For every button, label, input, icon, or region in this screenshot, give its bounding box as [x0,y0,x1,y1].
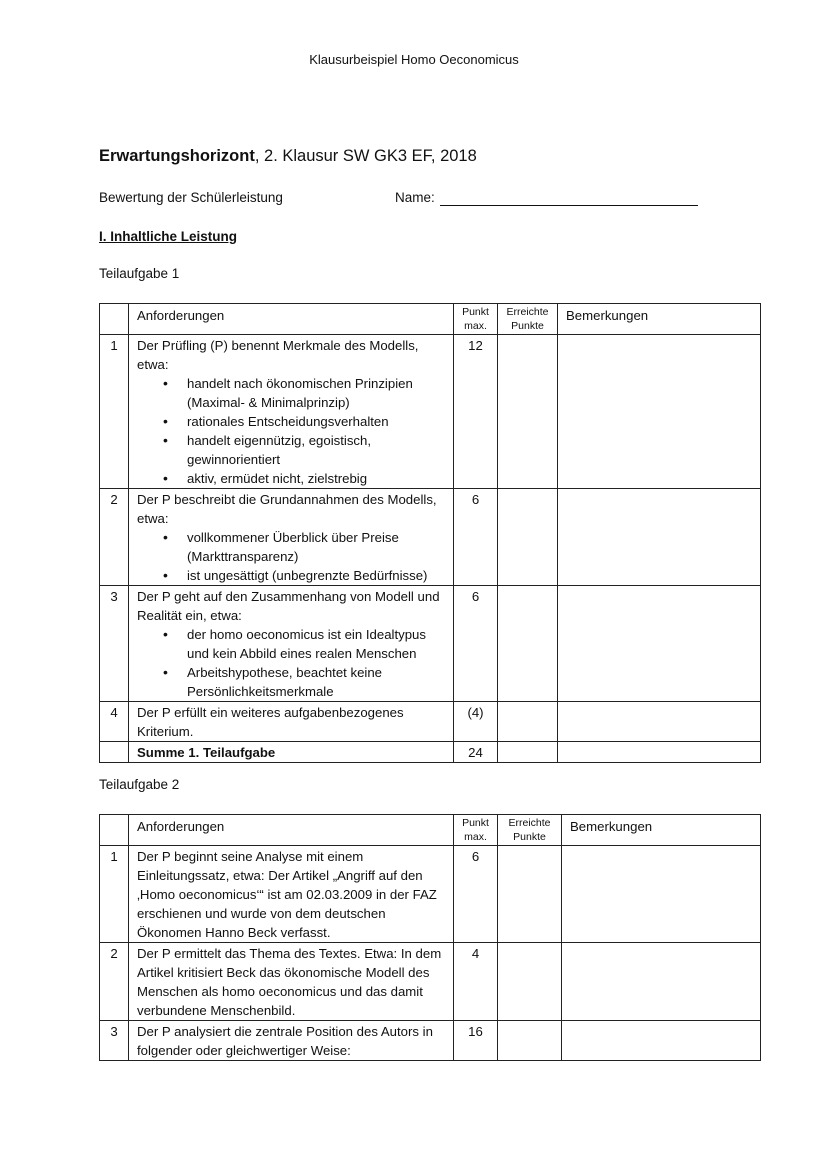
header-points-max: Punkt max. [454,304,498,335]
sum-achieved-cell[interactable] [498,742,558,763]
remarks-cell[interactable] [562,943,761,1021]
table-header-row [100,304,761,335]
sum-num [100,742,129,763]
requirement-text: Der P geht auf den Zusammenhang von Modell und Realität ein, etwa: [137,589,440,623]
achieved-points-cell[interactable] [498,702,558,742]
achieved-points-cell[interactable] [498,1021,562,1061]
bullet-item: • rationales Entscheidungsverhalten [187,412,447,431]
bullet-list [137,625,447,701]
header-remarks: Bemerkungen [558,304,761,335]
header-requirements: Anforderungen [129,304,454,335]
requirement-text: Der P ermittelt das Thema des Textes. Etwa: In dem Artikel kritisiert Beck das ökonomische Modell des Menschen als homo oeconomicus und das damit verbundene Menschenbild. [129,943,454,1021]
points-max: 6 [454,489,498,586]
points-max: (4) [454,702,498,742]
requirement-text: Der Prüfling (P) benennt Merkmale des Modells, etwa: [137,338,419,372]
bullet-list [137,528,447,585]
remarks-cell[interactable] [558,702,761,742]
header-requirements: Anforderungen [129,815,454,846]
row-number: 4 [100,702,129,742]
achieved-points-cell[interactable] [498,846,562,943]
task1-label: Teilaufgabe 1 [99,266,180,281]
table-row [100,335,761,489]
requirement-text: Der P beschreibt die Grundannahmen des Modells, etwa: [137,492,437,526]
remarks-cell[interactable] [558,335,761,489]
row-number: 3 [100,586,129,702]
bullet-item: • Arbeitshypothese, beachtet keine Persönlichkeitsmerkmale [187,663,447,701]
header-achieved: Erreichte Punkte [498,815,562,846]
table-row [100,702,761,742]
sum-remarks-cell[interactable] [558,742,761,763]
section-heading: I. Inhaltliche Leistung [99,229,238,244]
table-row [100,489,761,586]
remarks-cell[interactable] [558,489,761,586]
achieved-points-cell[interactable] [498,489,558,586]
remarks-cell[interactable] [562,1021,761,1061]
table-row [100,586,761,702]
header-num [100,815,129,846]
title-bold: Erwartungshorizont [99,147,255,165]
requirement-cell [129,335,454,489]
bullet-item: • der homo oeconomicus ist ein Idealtypus und kein Abbild eines realen Menschen [187,625,447,663]
row-number: 2 [100,489,129,586]
title-rest: , 2. Klausur SW GK3 EF, 2018 [254,147,477,165]
task2-table [99,814,761,1061]
requirement-text: Der P analysiert die zentrale Position des Autors in folgender oder gleichwertiger Weise: [129,1021,454,1061]
requirement-cell [129,586,454,702]
table-row [100,1021,761,1061]
achieved-points-cell[interactable] [498,335,558,489]
table-row [100,943,761,1021]
row-number: 2 [100,943,129,1021]
page-header: Klausurbeispiel Homo Oeconomicus [309,52,519,67]
row-number: 1 [100,335,129,489]
achieved-points-cell[interactable] [498,586,558,702]
header-points-max: Punkt max. [454,815,498,846]
achieved-points-cell[interactable] [498,943,562,1021]
header-num [100,304,129,335]
remarks-cell[interactable] [558,586,761,702]
requirement-text: Der P erfüllt ein weiteres aufgabenbezogenes Kriterium. [129,702,454,742]
sum-row [100,742,761,763]
bullet-item: • handelt nach ökonomischen Prinzipien (Maximal- & Minimalprinzip) [187,374,447,412]
sum-points: 24 [454,742,498,763]
evaluation-label: Bewertung der Schülerleistung [99,190,283,205]
points-max: 6 [454,586,498,702]
page-title [99,147,477,166]
points-max: 16 [454,1021,498,1061]
name-label: Name: [395,190,435,205]
task1-table [99,303,761,763]
remarks-cell[interactable] [562,846,761,943]
bullet-item: • handelt eigennützig, egoistisch, gewinnorientiert [187,431,447,469]
row-number: 1 [100,846,129,943]
row-number: 3 [100,1021,129,1061]
bullet-item: • vollkommener Überblick über Preise (Markttransparenz) [187,528,447,566]
requirement-cell [129,489,454,586]
header-achieved: Erreichte Punkte [498,304,558,335]
bullet-item: • ist ungesättigt (unbegrenzte Bedürfnisse) [187,566,447,585]
sum-label: Summe 1. Teilaufgabe [129,742,454,763]
bullet-item: • aktiv, ermüdet nicht, zielstrebig [187,469,447,488]
bullet-list [137,374,447,488]
table-header-row [100,815,761,846]
table-row [100,846,761,943]
task2-label: Teilaufgabe 2 [99,777,180,792]
requirement-text: Der P beginnt seine Analyse mit einem Einleitungssatz, etwa: Der Artikel „Angriff auf den ‚Homo oeconomicus‘“ ist am 02.03.2009 in der FAZ erschienen und wurde von dem deutschen Ökonomen Hanno Beck verfasst. [129,846,454,943]
header-remarks: Bemerkungen [562,815,761,846]
points-max: 6 [454,846,498,943]
points-max: 12 [454,335,498,489]
points-max: 4 [454,943,498,1021]
name-field-line [440,205,698,206]
